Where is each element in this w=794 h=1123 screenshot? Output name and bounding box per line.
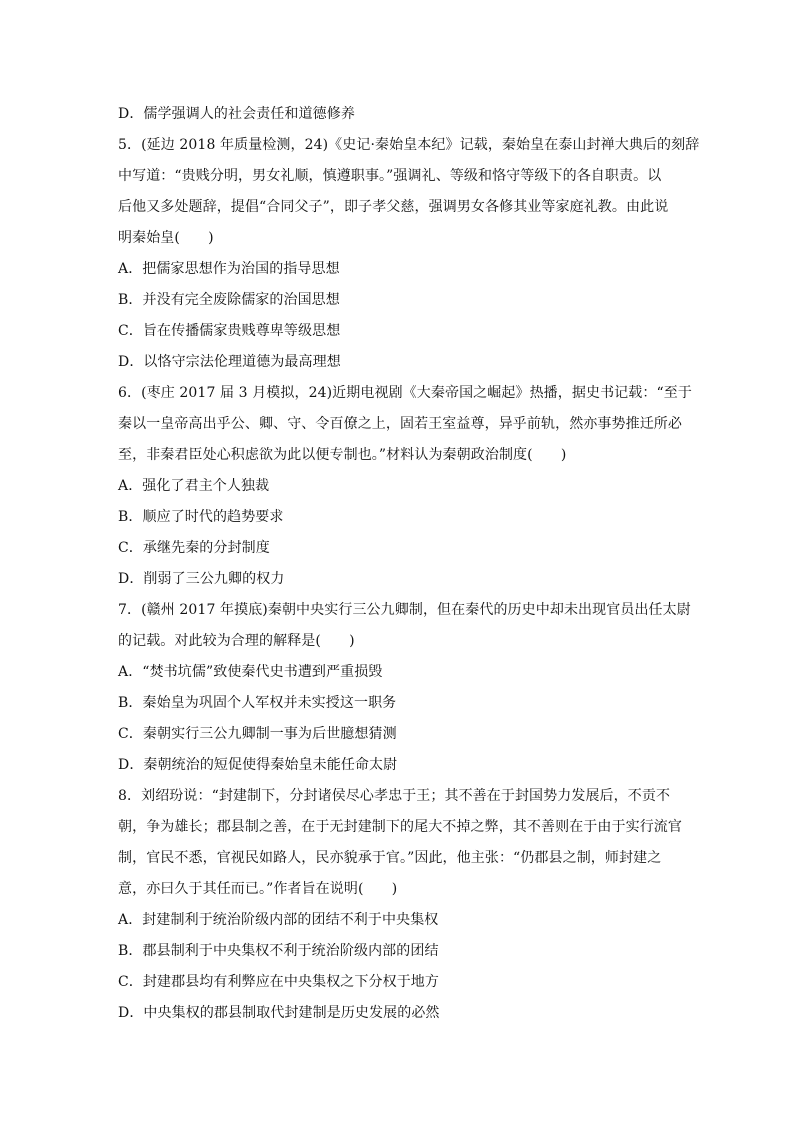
q7-option-b: B．秦始皇为巩固个人军权并未实授这一职务 [118,695,397,711]
q6-option-c: C．承继先秦的分封制度 [118,540,270,556]
q4-option-d: D．儒学强调人的社会责任和道德修养 [118,106,355,122]
q8-option-d: D．中央集权的郡县制取代封建制是历史发展的必然 [118,1005,440,1021]
q8-option-a: A．封建制利于统治阶级内部的团结不利于中央集权 [118,912,439,928]
q5-stem-line-3: 后他又多处题辞，提倡“合同父子”，即子孝父慈，强调男女各修其业等家庭礼教。由此说 [118,199,669,215]
q6-option-a: A．强化了君主个人独裁 [118,478,270,494]
q6-stem-line-3: 至，非秦君臣处心积虑欲为此以便专制也。”材料认为秦朝政治制度( ) [118,447,567,463]
q8-stem-line-4: 意，亦曰久于其任而已。”作者旨在说明( ) [118,881,398,897]
q8-stem-line-1: 8．刘绍玢说：“封建制下，分封诸侯尽心孝忠于王；其不善在于封国势力发展后，不贡不 [118,788,671,804]
q5-stem-line-2: 中写道：“贵贱分明，男女礼顺，慎遵职事。”强调礼、等级和恪守等级下的各自职责。以 [118,168,662,184]
q6-stem-line-2: 秦以一皇帝高出乎公、卿、守、令百僚之上，固若王室益尊，异乎前轨，然亦事势推迁所必 [118,416,682,432]
q5-option-d: D．以恪守宗法伦理道德为最高理想 [118,354,341,370]
q7-option-d: D．秦朝统治的短促使得秦始皇未能任命太尉 [118,757,398,773]
q6-stem-line-1: 6．(枣庄 2017 届 3 月模拟，24)近期电视剧《大秦帝国之崛起》热播，据史书记载：“至于 [118,385,692,401]
q8-option-c: C．封建郡县均有利弊应在中央集权之下分权于地方 [118,974,440,990]
q8-stem-line-3: 制，官民不悉，官视民如路人，民亦貌承于官。”因此，他主张：“仍郡县之制，师封建之 [118,850,662,866]
q6-option-b: B．顺应了时代的趋势要求 [118,509,284,525]
q8-option-b: B．郡县制利于中央集权不利于统治阶级内部的团结 [118,943,439,959]
q5-stem-line-4: 明秦始皇( ) [118,230,214,246]
q8-stem-line-2: 朝，争为雄长；郡县制之善，在于无封建制下的尾大不掉之弊，其不善则在于由于实行流官 [118,819,682,835]
q5-option-a: A．把儒家思想作为治国的指导思想 [118,261,340,277]
q7-stem-line-2: 的记载。对此较为合理的解释是( ) [118,633,355,649]
q5-stem-line-1: 5．(延边 2018 年质量检测，24)《史记·秦始皇本纪》记载，秦始皇在泰山封禅大典后的刻辞 [118,137,700,153]
q7-stem-line-1: 7．(赣州 2017 年摸底)秦朝中央实行三公九卿制，但在秦代的历史中却未出现官员出任太尉 [118,602,691,618]
q5-option-c: C．旨在传播儒家贵贱尊卑等级思想 [118,323,341,339]
q6-option-d: D．削弱了三公九卿的权力 [118,571,285,587]
q7-option-a: A．“焚书坑儒”致使秦代史书遭到严重损毁 [118,664,383,680]
q7-option-c: C．秦朝实行三公九卿制一事为后世臆想猜测 [118,726,397,742]
q5-option-b: B．并没有完全废除儒家的治国思想 [118,292,340,308]
